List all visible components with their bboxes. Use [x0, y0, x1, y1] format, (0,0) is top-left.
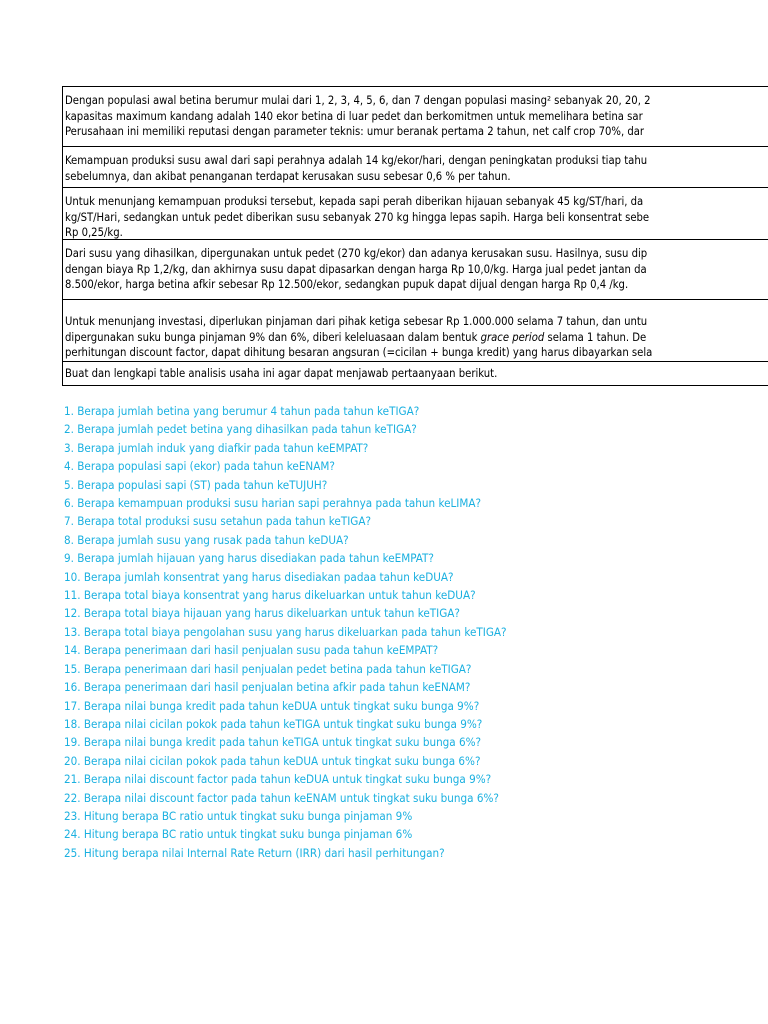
- question-item: 2. Berapa jumlah pedet betina yang dihasilkan pada tahun keTIGA?: [64, 422, 417, 437]
- question-item: 4. Berapa populasi sapi (ekor) pada tahun keENAM?: [64, 459, 335, 474]
- paragraph-line: perhitungan discount factor, dapat dihitung besaran angsuran (=cicilan + bunga kredit) yang harus dibayarkan sela: [65, 346, 653, 359]
- question-item: 13. Berapa total biaya pengolahan susu yang harus dikeluarkan pada tahun keTIGA?: [64, 624, 507, 639]
- paragraph-line: Rp 0,25/kg.: [65, 226, 123, 239]
- question-item: 24. Hitung berapa BC ratio untuk tingkat suku bunga pinjaman 6%: [64, 827, 413, 842]
- paragraph-line: Buat dan lengkapi table analisis usaha ini agar dapat menjawab pertaanyaan berikut.: [65, 367, 498, 380]
- problem-statement-table: [62, 86, 768, 386]
- paragraph-population: [62, 86, 768, 146]
- question-item: 6. Berapa kemampuan produksi susu harian sapi perahnya pada tahun keLIMA?: [64, 496, 482, 511]
- paragraph-line: Perusahaan ini memiliki reputasi dengan parameter teknis: umur beranak pertama 2 tahun, net calf crop 70%, dar: [65, 125, 645, 138]
- paragraph-instruction: [62, 361, 768, 386]
- question-item: 7. Berapa total produksi susu setahun pada tahun keTIGA?: [64, 514, 372, 529]
- paragraph-line: Untuk menunjang investasi, diperlukan pinjaman dari pihak ketiga sebesar Rp 1.000.000 selama 7 tahun, dan untu: [65, 315, 648, 328]
- paragraph-milk-production: [62, 146, 768, 187]
- question-item: 14. Berapa penerimaan dari hasil penjualan susu pada tahun keEMPAT?: [64, 643, 439, 658]
- paragraph-line: Kemampuan produksi susu awal dari sapi perahnya adalah 14 kg/ekor/hari, dengan peningkatan produksi tiap tahu: [65, 154, 648, 167]
- paragraph-line: Dengan populasi awal betina berumur mulai dari 1, 2, 3, 4, 5, 6, dan 7 dengan populasi masing² sebanyak 20, 20, 2: [65, 94, 651, 107]
- question-list: [64, 402, 764, 862]
- question-item: 16. Berapa penerimaan dari hasil penjualan betina afkir pada tahun keENAM?: [64, 680, 471, 695]
- paragraph-feed: [62, 187, 768, 239]
- question-item: 19. Berapa nilai bunga kredit pada tahun keTIGA untuk tingkat suku bunga 6%?: [64, 735, 482, 750]
- paragraph-milk-sales: [62, 239, 768, 299]
- paragraph-line: sebelumnya, dan akibat penanganan terdapat kerusakan susu sebesar 0,6 % per tahun.: [65, 169, 511, 183]
- question-item: 12. Berapa total biaya hijauan yang harus dikeluarkan untuk tahun keTIGA?: [64, 606, 460, 621]
- paragraph-line: dengan biaya Rp 1,2/kg, dan akhirnya susu dapat dipasarkan dengan harga Rp 10,0/kg. Harga jual pedet jantan da: [65, 262, 647, 276]
- question-item: 23. Hitung berapa BC ratio untuk tingkat suku bunga pinjaman 9%: [64, 808, 413, 823]
- paragraph-line: dipergunakan suku bunga pinjaman 9% dan 6%, diberi keleluasaan dalam bentuk grace period selama 1 tahun. De: [65, 330, 647, 344]
- question-item: 17. Berapa nilai bunga kredit pada tahun keDUA untuk tingkat suku bunga 9%?: [64, 698, 480, 713]
- question-item: 25. Hitung berapa nilai Internal Rate Return (IRR) dari hasil perhitungan?: [64, 845, 445, 860]
- paragraph-investment: [62, 299, 768, 361]
- paragraph-line: Untuk menunjang kemampuan produksi tersebut, kepada sapi perah diberikan hijauan sebanyak 45 kg/ST/hari, da: [65, 195, 644, 208]
- question-item: 10. Berapa jumlah konsentrat yang harus disediakan padaa tahun keDUA?: [64, 569, 454, 584]
- question-item: 21. Berapa nilai discount factor pada tahun keDUA untuk tingkat suku bunga 9%?: [64, 772, 492, 787]
- question-item: 18. Berapa nilai cicilan pokok pada tahun keTIGA untuk tingkat suku bunga 9%?: [64, 716, 483, 731]
- paragraph-line: Dari susu yang dihasilkan, dipergunakan untuk pedet (270 kg/ekor) dan adanya kerusakan susu. Hasilnya, susu dip: [65, 247, 648, 260]
- question-item: 20. Berapa nilai cicilan pokok pada tahun keDUA untuk tingkat suku bunga 6%?: [64, 753, 481, 768]
- question-item: 3. Berapa jumlah induk yang diafkir pada tahun keEMPAT?: [64, 440, 369, 455]
- question-item: 1. Berapa jumlah betina yang berumur 4 tahun pada tahun keTIGA?: [64, 404, 420, 418]
- paragraph-line: kapasitas maximum kandang adalah 140 ekor betina di luar pedet dan berkomitmen untuk memelihara betina sar: [65, 109, 643, 123]
- paragraph-line: 8.500/ekor, harga betina afkir sebesar Rp 12.500/ekor, sedangkan pupuk dapat dijual dengan harga Rp 0,4 /kg.: [65, 278, 629, 291]
- question-item: 8. Berapa jumlah susu yang rusak pada tahun keDUA?: [64, 532, 349, 547]
- question-item: 9. Berapa jumlah hijauan yang harus disediakan pada tahun keEMPAT?: [64, 551, 434, 566]
- paragraph-line: kg/ST/Hari, sedangkan untuk pedet diberikan susu sebanyak 270 kg hingga lepas sapih. Harga beli konsentrat sebe: [65, 210, 650, 224]
- question-item: 22. Berapa nilai discount factor pada tahun keENAM untuk tingkat suku bunga 6%?: [64, 790, 499, 805]
- question-item: 11. Berapa total biaya konsentrat yang harus dikeluarkan untuk tahun keDUA?: [64, 588, 476, 603]
- question-item: 5. Berapa populasi sapi (ST) pada tahun keTUJUH?: [64, 477, 328, 492]
- question-item: 15. Berapa penerimaan dari hasil penjualan pedet betina pada tahun keTIGA?: [64, 661, 472, 676]
